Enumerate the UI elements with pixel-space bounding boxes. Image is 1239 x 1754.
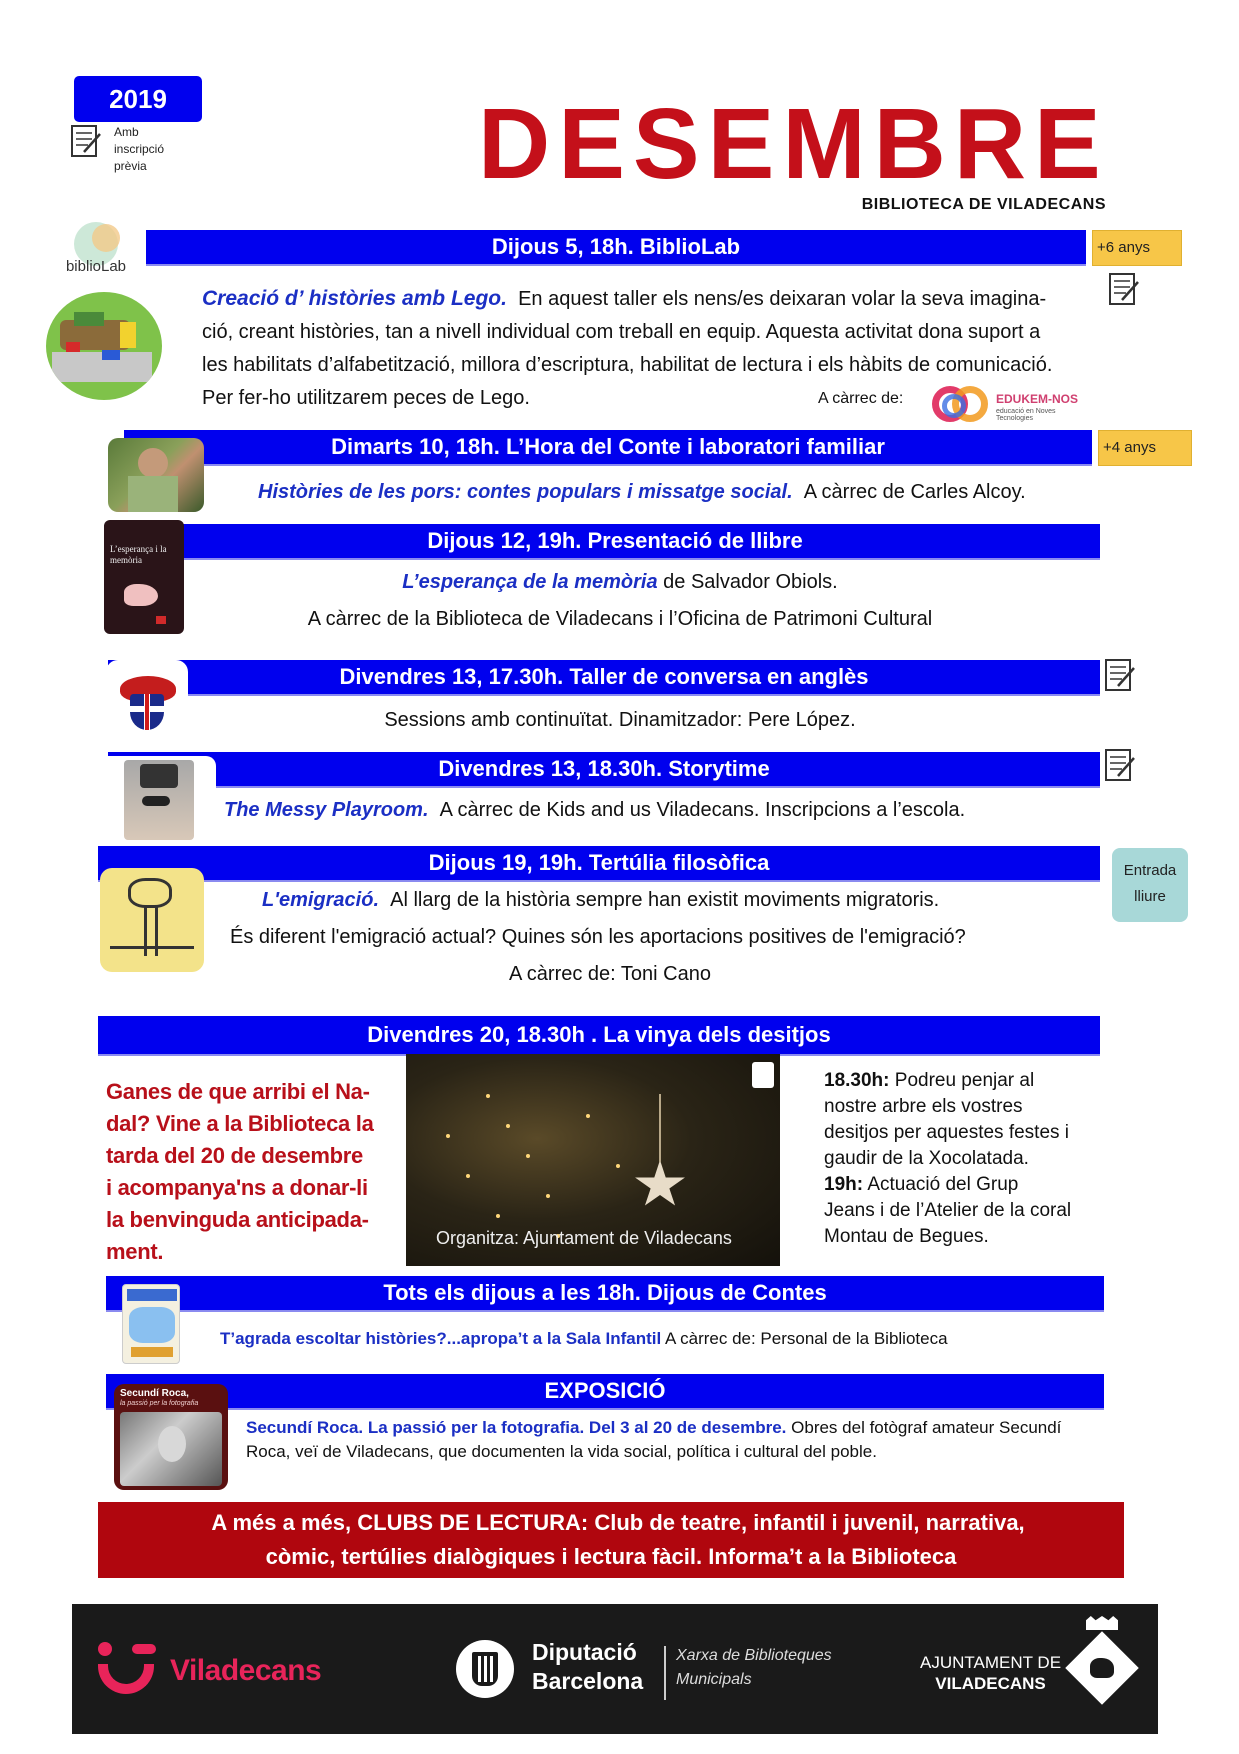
emigration-illustration (100, 868, 204, 972)
year-badge (74, 76, 202, 122)
event7-text1: Podreu penjar al nostre arbre els vostres desitjos per aquestes festes i gaudir de la Xocolatada. (824, 1070, 1070, 1169)
event3-title: L’esperança de la memòria (402, 571, 658, 593)
dijous-de-contes-poster (122, 1284, 180, 1364)
year-text: 2019 (109, 84, 167, 114)
event2-age-badge: +4 anys (1098, 430, 1192, 466)
event6-text2: És diferent l'emigració actual? Quines són les aportacions positives de l'emigració? (230, 926, 966, 948)
event1-by-label: A càrrec de: (818, 390, 904, 407)
event3-description (150, 566, 1090, 636)
viladecans-crest-icon (1070, 1614, 1134, 1724)
event4-registration-icon (1104, 658, 1136, 692)
event1-header-text: Dijous 5, 18h. BiblioLab (491, 234, 741, 259)
event1-registration-icon (1108, 272, 1140, 306)
event7-left-line-6: ment. (106, 1239, 164, 1264)
viladecans-logo-text: Viladecans (170, 1654, 322, 1687)
event4-header-text: Divendres 13, 17.30h. Taller de conversa en anglès (339, 664, 869, 689)
ajuntament-line-1: AJUNTAMENT DE (920, 1653, 1062, 1672)
exhibition-poster-sub: la passió per la fotografia (120, 1400, 199, 1407)
event3-text2: A càrrec de la Biblioteca de Viladecans i l’Oficina de Patrimoni Cultural (307, 608, 933, 630)
xarxa-line-1: Xarxa de Biblioteques (676, 1647, 832, 1664)
event3-text1: de Salvador Obiols. (663, 571, 838, 593)
event7-left-line-2: dal? Vine a la Biblioteca la (106, 1111, 374, 1136)
event9-header-text: EXPOSICIÓ (544, 1378, 666, 1403)
storyteller-photo (108, 438, 204, 512)
legend-line-3: prèvia (114, 159, 147, 173)
event3-header-text: Dijous 12, 19h. Presentació de llibre (427, 528, 803, 553)
event8-text: A càrrec de: Personal de la Biblioteca (664, 1329, 948, 1348)
edukemnos-logo (930, 384, 1090, 426)
diputacio-seal-icon (456, 1640, 514, 1698)
event1-line-1: En aquest taller els nens/es deixaran volar la seva imagina- (518, 288, 1047, 310)
book-cover-title: L’esperança i la memòria (110, 544, 167, 565)
storytime-photo (98, 756, 216, 840)
lego-image (46, 292, 162, 400)
month-title: DESEMBRE (478, 88, 1109, 200)
event7-left-line-5: la benvinguda anticipada- (106, 1207, 369, 1232)
legend-line-1: Amb (114, 125, 139, 139)
event6-header-bar (98, 846, 1100, 882)
event6-free-entry-badge (1112, 848, 1188, 922)
event8-header-bar (106, 1276, 1104, 1312)
event2-description (258, 476, 1118, 509)
registration-legend (114, 124, 164, 175)
event5-registration-icon (1104, 748, 1136, 782)
diputacio-line-1: Diputació (532, 1639, 637, 1665)
free-entry-line-2: lliure (1134, 888, 1166, 905)
event6-text1: Al llarg de la història sempre han existit moviments migratoris. (390, 889, 940, 911)
registration-form-icon (70, 124, 102, 158)
event4-description: Sessions amb continuïtat. Dinamitzador: Pere López. (384, 709, 856, 731)
event5-text: A càrrec de Kids and us Viladecans. Inscripcions a l’escola. (439, 799, 966, 821)
library-name: BIBLIOTECA DE VILADECANS (861, 196, 1106, 213)
event7-time1: 18.30h: (824, 1070, 890, 1091)
event6-title: L'emigració. (262, 889, 380, 911)
event5-description (224, 794, 1114, 827)
event6-header-text: Dijous 19, 19h. Tertúlia filosòfica (428, 850, 770, 875)
event2-header-text: Dimarts 10, 18h. L’Hora del Conte i laboratori familiar (331, 434, 885, 459)
event1-line-4: Per fer-ho utilitzarem peces de Lego. (202, 387, 530, 409)
event1-age-badge: +6 anys (1092, 230, 1182, 266)
event9-description (246, 1416, 1106, 1464)
event7-header-bar (98, 1016, 1100, 1056)
event2-title: Històries de les pors: contes populars i missatge social. (258, 481, 793, 503)
event9-header-bar (106, 1374, 1104, 1410)
ajuntament-name (920, 1652, 1061, 1694)
event7-left-line-3: tarda del 20 de desembre (106, 1143, 363, 1168)
event9-title: Secundí Roca. La passió per la fotografia. Del 3 al 20 de desembre. (246, 1418, 787, 1437)
exhibition-poster (114, 1384, 228, 1490)
event7-invitation-text (106, 1076, 406, 1268)
event2-header-bar (124, 430, 1092, 466)
event6-text3: A càrrec de: Toni Cano (509, 963, 711, 985)
event4-header-bar (108, 660, 1100, 696)
clubs-line-2: còmic, tertúlies dialògiques i lectura fàcil. Informa’t a la Biblioteca (265, 1544, 957, 1569)
event1-line-2: ció, creant històries, tan a nivell individual com treball en equip. Aquesta activitat dona suport a (202, 321, 1041, 343)
bibliolab-logo (46, 220, 146, 282)
legend-line-2: inscripció (114, 142, 165, 156)
free-entry-line-1: Entrada (1123, 862, 1177, 879)
edukemnos-name: EDUKEM-NOS (996, 392, 1079, 406)
clubs-line-1: A més a més, CLUBS DE LECTURA: Club de teatre, infantil i juvenil, narrativa, (211, 1510, 1025, 1535)
exhibition-poster-title: Secundí Roca, (120, 1388, 189, 1399)
event6-description (230, 884, 1110, 991)
event8-header-text: Tots els dijous a les 18h. Dijous de Contes (383, 1280, 827, 1305)
event8-title: T’agrada escoltar històries?...apropa’t a la Sala Infantil (220, 1329, 662, 1348)
footer-bar (72, 1604, 1158, 1734)
event9-text: Obres del fotògraf amateur Secundí Roca, veï de Viladecans, que documenten la vida social, política i cultural del poble. (246, 1418, 1062, 1461)
event7-left-line-4: i acompanya'ns a donar-li (106, 1175, 368, 1200)
xarxa-line-2: Municipals (676, 1671, 752, 1688)
footer-divider (664, 1646, 666, 1700)
xarxa-name (676, 1644, 832, 1692)
event8-description (220, 1326, 1120, 1352)
event3-header-bar (130, 524, 1100, 560)
bibliolab-logo-text: biblioLab (65, 258, 127, 275)
wishes-tree-photo (406, 1054, 780, 1266)
event1-title: Creació d’ històries amb Lego. (202, 287, 507, 310)
event2-text: A càrrec de Carles Alcoy. (803, 481, 1026, 503)
ajuntament-line-2: VILADECANS (935, 1674, 1046, 1693)
diputacio-line-2: Barcelona (532, 1668, 644, 1694)
event7-photo-caption: Organitza: Ajuntament de Viladecans (436, 1228, 732, 1248)
diputacio-name (532, 1638, 643, 1696)
edukemnos-sub: educació en Noves Tecnologies (996, 408, 1056, 422)
viladecans-logo-icon (94, 1638, 158, 1698)
event1-line-3: les habilitats d’alfabetització, millora d’escriptura, habilitat de lectura i els hàbits de comunicació. (202, 354, 1053, 376)
event5-header-text: Divendres 13, 18.30h. Storytime (438, 756, 770, 781)
event7-header-text: Divendres 20, 18.30h . La vinya dels desitjos (367, 1022, 831, 1047)
event7-time2: 19h: (824, 1174, 864, 1195)
event5-header-bar (108, 752, 1100, 788)
event7-left-line-1: Ganes de que arribi el Na- (106, 1079, 370, 1104)
event7-schedule (824, 1068, 1074, 1250)
event1-header-bar (146, 230, 1086, 266)
event7-text2: Actuació del Grup Jeans i de l’Atelier de la coral Montau de Begues. (824, 1174, 1072, 1247)
reading-clubs-banner (98, 1502, 1124, 1578)
event5-title: The Messy Playroom. (224, 799, 429, 821)
